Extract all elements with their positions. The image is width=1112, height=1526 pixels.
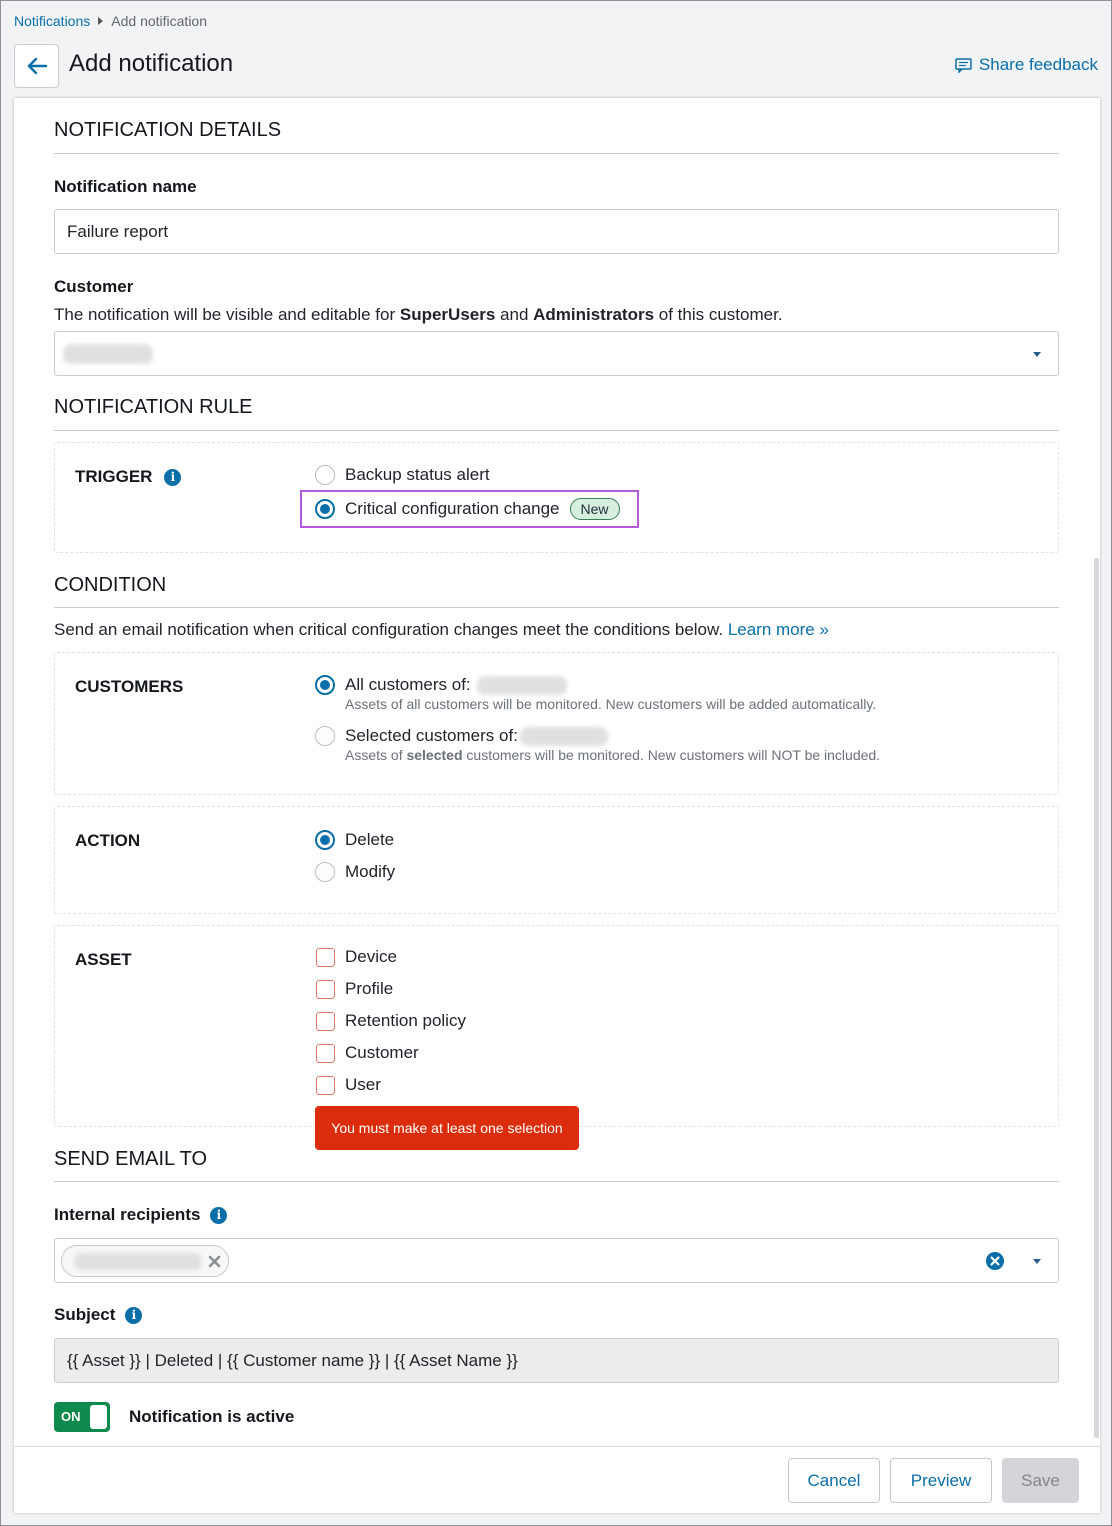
section-title-rule: NOTIFICATION RULE: [54, 396, 253, 418]
notification-name-label: Notification name: [54, 177, 197, 196]
share-feedback-link[interactable]: [955, 55, 1098, 75]
subject-input[interactable]: {{ Asset }} | Deleted | {{ Customer name }} | {{ Asset Name }}: [54, 1338, 1059, 1383]
share-feedback-label: Share feedback: [978, 55, 1098, 74]
info-icon[interactable]: i: [125, 1307, 142, 1324]
action-label: ACTION: [75, 831, 141, 850]
recipient-value-redacted: [74, 1253, 202, 1270]
asset-customer-checkbox[interactable]: [316, 1044, 335, 1063]
asset-customer-label: Customer: [345, 1043, 419, 1062]
condition-description-wrap: [54, 620, 829, 640]
action-modify-label: Modify: [345, 862, 396, 881]
section-title-details: NOTIFICATION DETAILS: [54, 119, 282, 141]
selected-hint-end: customers will be monitored. New customers will NOT be included.: [462, 747, 881, 763]
validation-error-tooltip: You must make at least one selection: [315, 1106, 579, 1150]
notification-name-input[interactable]: Failure report: [54, 209, 1059, 254]
remove-chip-icon[interactable]: [208, 1255, 221, 1268]
selected-customers-value-redacted: [520, 727, 608, 746]
all-customers-value-redacted: [477, 676, 567, 695]
action-delete-label: Delete: [345, 830, 395, 849]
info-icon[interactable]: i: [210, 1207, 227, 1224]
section-title-email: SEND EMAIL TO: [54, 1148, 208, 1170]
toggle-on-label: ON: [61, 1409, 81, 1424]
preview-button[interactable]: Preview: [890, 1458, 992, 1503]
customer-description: [54, 305, 783, 325]
customer-desc-and: and: [495, 305, 534, 324]
form-footer: [14, 1446, 1100, 1513]
divider: [54, 430, 1059, 431]
customer-desc-superusers: SuperUsers: [399, 305, 496, 324]
trigger-label-wrap: [75, 467, 181, 487]
info-icon[interactable]: i: [164, 469, 181, 486]
chevron-down-icon[interactable]: [1033, 1259, 1041, 1264]
action-modify-radio[interactable]: [315, 862, 335, 882]
form-card: [14, 98, 1100, 1513]
action-panel: [54, 806, 1059, 914]
asset-label: ASSET: [75, 950, 132, 969]
toggle-knob: [90, 1405, 107, 1429]
customer-desc-end: of this customer.: [654, 305, 783, 324]
highlight-box: [300, 490, 639, 528]
back-button[interactable]: [14, 44, 59, 88]
asset-panel: [54, 925, 1059, 1127]
customer-desc-admins: Administrators: [533, 305, 655, 324]
chevron-down-icon: [1033, 352, 1041, 357]
asset-profile-checkbox[interactable]: [316, 980, 335, 999]
internal-recipients-label-wrap: [54, 1205, 227, 1225]
section-title-condition: CONDITION: [54, 574, 167, 596]
trigger-critical-label: Critical configuration change: [345, 499, 560, 518]
active-toggle[interactable]: [54, 1402, 110, 1432]
customers-label: CUSTOMERS: [75, 677, 184, 696]
asset-user-checkbox[interactable]: [316, 1076, 335, 1095]
internal-recipients-select[interactable]: [54, 1238, 1059, 1283]
asset-device-label: Device: [345, 947, 397, 966]
subject-label-wrap: [54, 1305, 142, 1325]
active-label: Notification is active: [129, 1407, 295, 1426]
trigger-backup-radio[interactable]: [315, 465, 335, 485]
customers-panel: [54, 652, 1059, 795]
internal-recipients-label: Internal recipients: [54, 1205, 201, 1224]
save-button[interactable]: Save: [1002, 1458, 1079, 1503]
asset-retention-checkbox[interactable]: [316, 1012, 335, 1031]
all-customers-hint: Assets of all customers will be monitored. New customers will be added automatically.: [345, 696, 877, 712]
breadcrumb-notifications-link[interactable]: Notifications: [14, 13, 91, 29]
page-title: Add notification: [69, 50, 234, 77]
selected-hint-text: Assets of: [345, 747, 407, 763]
breadcrumb-chevron-icon: [98, 17, 103, 25]
customer-value-redacted: [63, 344, 153, 364]
asset-profile-label: Profile: [345, 979, 394, 998]
new-badge: New: [570, 498, 620, 520]
trigger-backup-label: Backup status alert: [345, 465, 490, 484]
cancel-button[interactable]: Cancel: [788, 1458, 880, 1503]
arrow-left-icon: [26, 57, 48, 75]
customer-desc-text: The notification will be visible and editable for: [54, 305, 400, 324]
divider: [54, 1181, 1059, 1182]
all-customers-label: All customers of:: [345, 675, 471, 694]
breadcrumb-current: Add notification: [111, 13, 207, 29]
asset-device-checkbox[interactable]: [316, 948, 335, 967]
clear-all-icon[interactable]: [985, 1251, 1005, 1271]
condition-description: Send an email notification when critical configuration changes meet the conditions below.: [54, 620, 724, 639]
divider: [54, 607, 1059, 608]
all-customers-radio[interactable]: [315, 675, 335, 695]
selected-customers-hint: [345, 747, 880, 763]
customer-label: Customer: [54, 277, 134, 296]
asset-user-label: User: [345, 1075, 381, 1094]
action-delete-radio[interactable]: [315, 830, 335, 850]
recipient-chip: [61, 1245, 229, 1277]
selected-hint-bold: selected: [406, 747, 463, 763]
scrollbar[interactable]: [1094, 558, 1099, 1438]
breadcrumb: [14, 13, 207, 29]
trigger-label: TRIGGER: [75, 467, 153, 486]
customer-select[interactable]: [54, 331, 1059, 376]
asset-retention-label: Retention policy: [345, 1011, 466, 1030]
divider: [54, 153, 1059, 154]
selected-customers-label: Selected customers of:: [345, 726, 518, 745]
selected-customers-radio[interactable]: [315, 726, 335, 746]
feedback-icon: [955, 58, 972, 73]
subject-label: Subject: [54, 1305, 116, 1324]
learn-more-link[interactable]: Learn more »: [727, 620, 829, 639]
